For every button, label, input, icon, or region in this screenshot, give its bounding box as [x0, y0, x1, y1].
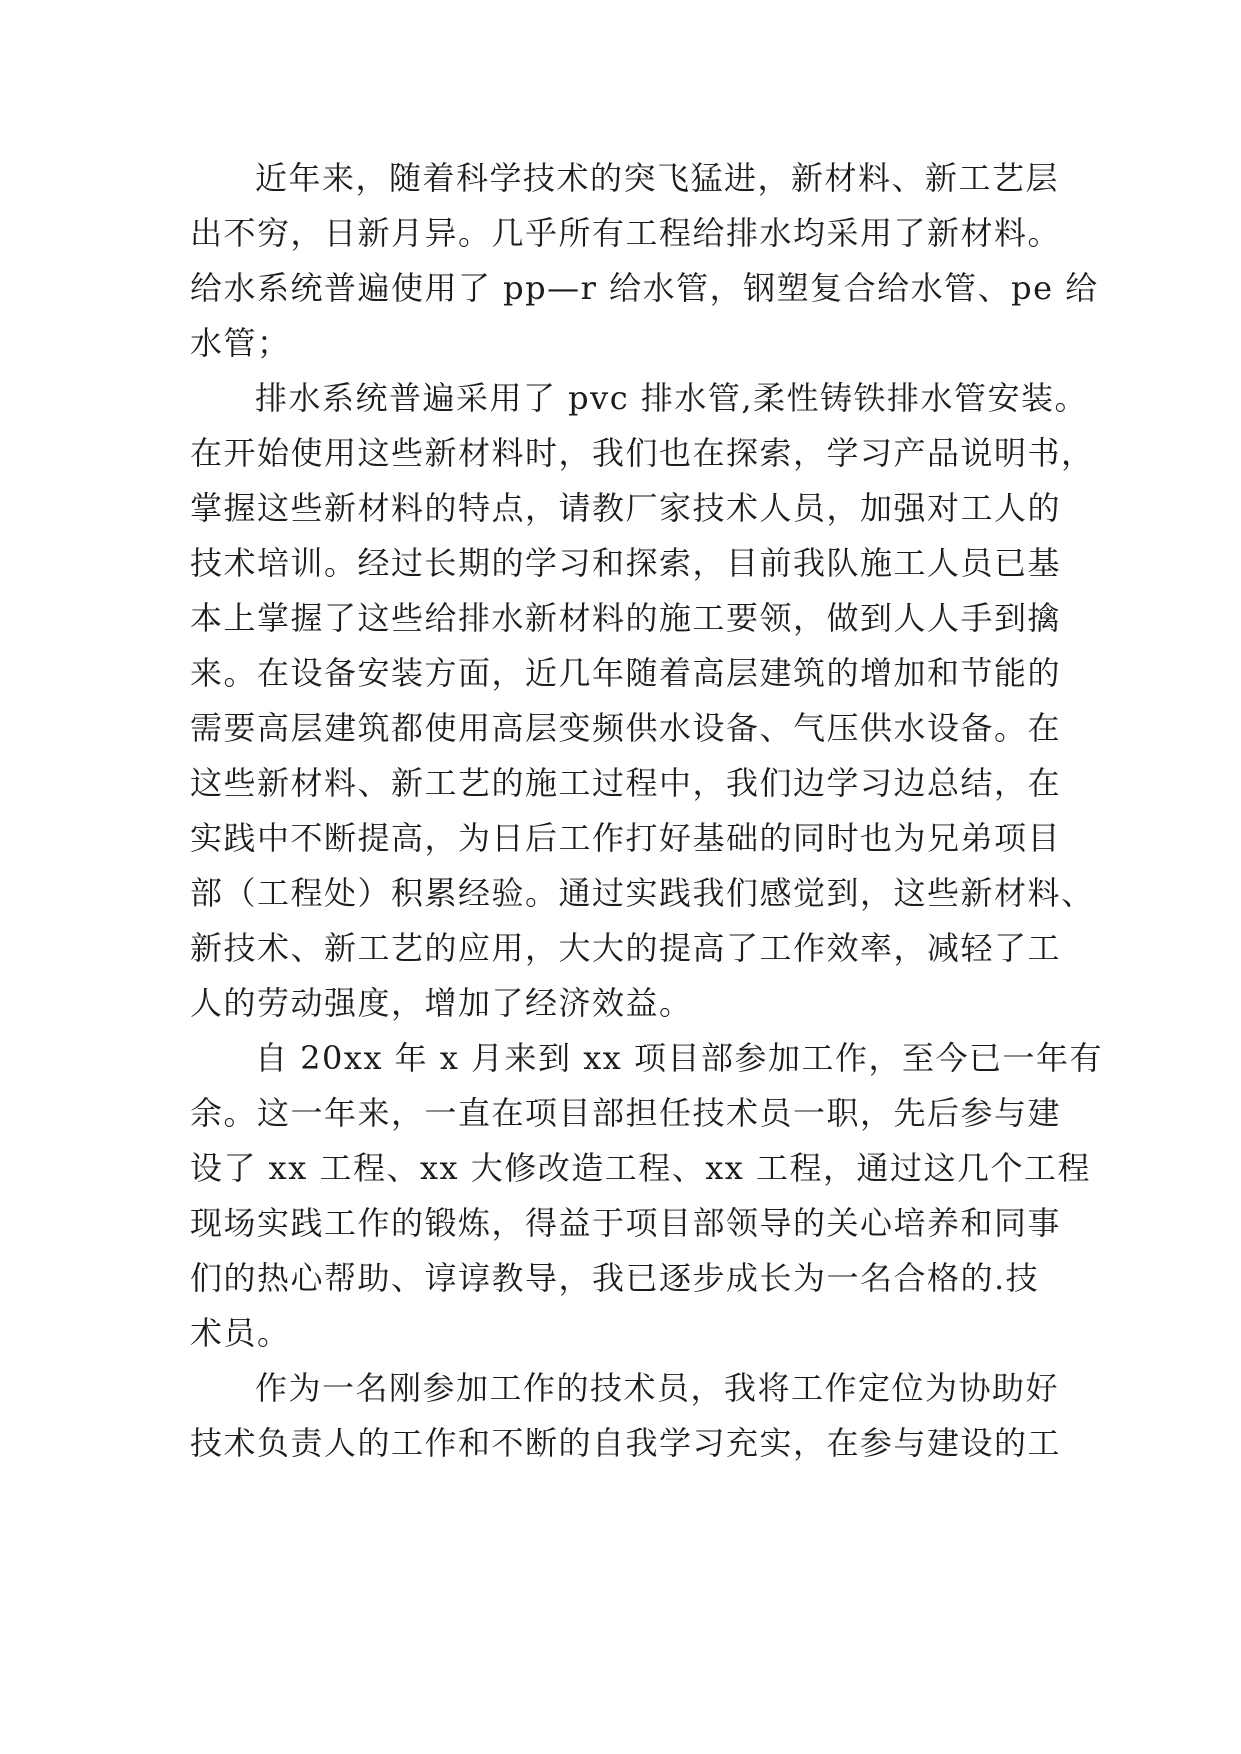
text-line: 术员。 [190, 1314, 291, 1352]
text-line: 技术负责人的工作和不断的自我学习充实，在参与建设的工 [190, 1424, 1062, 1462]
text-line: 排水系统普遍采用了 pvc 排水管,柔性铸铁排水管安装。 [255, 379, 1089, 417]
text-line: 掌握这些新材料的特点，请教厂家技术人员，加强对工人的 [190, 489, 1062, 527]
text-line: 来。在设备安装方面，近几年随着高层建筑的增加和节能的 [190, 654, 1062, 692]
text-line: 在开始使用这些新材料时，我们也在探索，学习产品说明书， [190, 434, 1095, 472]
text-line: 需要高层建筑都使用高层变频供水设备、气压供水设备。在 [190, 709, 1062, 747]
text-line: 技术培训。经过长期的学习和探索，目前我队施工人员已基 [190, 544, 1062, 582]
text-line: 给水系统普遍使用了 pp—r 给水管，钢塑复合给水管、pe 给 [190, 269, 1099, 307]
text-line: 们的热心帮助、谆谆教导，我已逐步成长为一名合格的.技 [190, 1259, 1040, 1297]
text-line: 设了 xx 工程、xx 大修改造工程、xx 工程，通过这几个工程 [190, 1149, 1091, 1187]
text-line: 这些新材料、新工艺的施工过程中，我们边学习边总结，在 [190, 764, 1062, 802]
text-line: 新技术、新工艺的应用，大大的提高了工作效率，减轻了工 [190, 929, 1062, 967]
text-line: 部（工程处）积累经验。通过实践我们感觉到，这些新材料、 [190, 874, 1095, 912]
text-line: 现场实践工作的锻炼，得益于项目部领导的关心培养和同事 [190, 1204, 1062, 1242]
text-line: 出不穷，日新月异。几乎所有工程给排水均采用了新材料。 [190, 214, 1062, 252]
text-line: 本上掌握了这些给排水新材料的施工要领，做到人人手到擒 [190, 599, 1062, 637]
text-line: 余。这一年来，一直在项目部担任技术员一职，先后参与建 [190, 1094, 1062, 1132]
text-line: 实践中不断提高，为日后工作打好基础的同时也为兄弟项目 [190, 819, 1062, 857]
text-line: 作为一名刚参加工作的技术员，我将工作定位为协助好 [255, 1369, 1060, 1407]
text-line: 人的劳动强度，增加了经济效益。 [190, 984, 693, 1022]
text-line: 水管； [190, 324, 291, 362]
text-line: 近年来，随着科学技术的突飞猛进，新材料、新工艺层 [255, 159, 1060, 197]
text-line: 自 20xx 年 x 月来到 xx 项目部参加工作，至今已一年有 [255, 1039, 1103, 1077]
